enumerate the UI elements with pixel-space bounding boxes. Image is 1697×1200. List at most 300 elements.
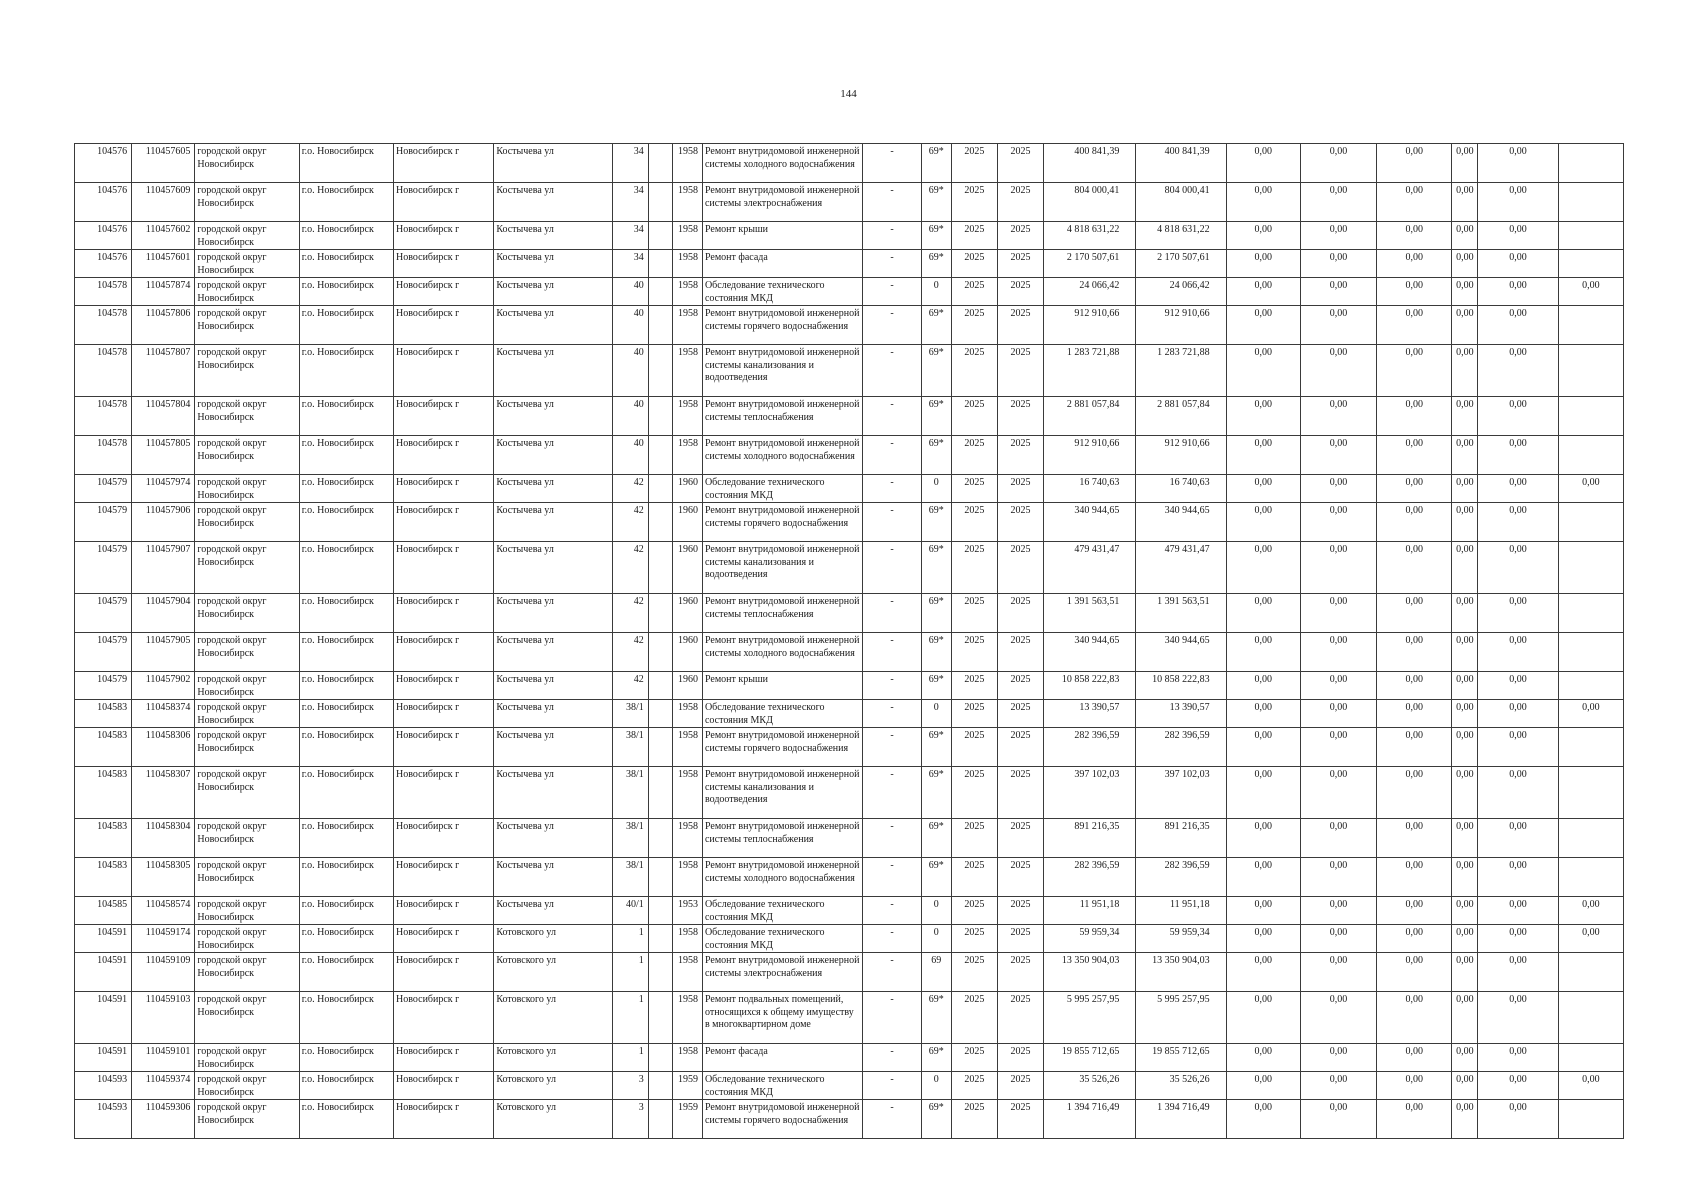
empty-cell: [648, 306, 672, 345]
start-year-cell: 2025: [951, 436, 997, 475]
municipality-cell: городской округ Новосибирск: [195, 728, 299, 767]
locality-cell: Новосибирск г: [394, 594, 494, 633]
municipality-cell: городской округ Новосибирск: [195, 897, 299, 925]
district-cell: г.о. Новосибирск: [299, 278, 393, 306]
subsidy-cell: 0,00: [1452, 436, 1478, 475]
start-year-cell: 2025: [951, 819, 997, 858]
subsidy-cell: 0,00: [1300, 594, 1376, 633]
house-id-cell: 104576: [75, 183, 132, 222]
table-row: [75, 542, 1624, 594]
fund-cost-cell: 400 841,39: [1136, 144, 1226, 183]
subsidy-cell: 0,00: [1377, 819, 1452, 858]
subsidy-cell: 0,00: [1377, 436, 1452, 475]
locality-cell: Новосибирск г: [394, 728, 494, 767]
page-number: 144: [840, 88, 857, 100]
street-cell: Котовского ул: [494, 925, 612, 953]
subsidy-cell: 0,00: [1226, 345, 1300, 397]
house-id-cell: 104576: [75, 250, 132, 278]
extra-cell: [1558, 672, 1623, 700]
subsidy-cell: 0,00: [1226, 700, 1300, 728]
work-id-cell: 110457804: [132, 397, 195, 436]
wear-cell: 69*: [921, 436, 951, 475]
subsidy-cell: 0,00: [1478, 222, 1558, 250]
house-id-cell: 104593: [75, 1100, 132, 1139]
dash-cell: -: [863, 250, 921, 278]
total-cost-cell: 282 396,59: [1044, 728, 1136, 767]
subsidy-cell: 0,00: [1452, 819, 1478, 858]
total-cost-cell: 4 818 631,22: [1044, 222, 1136, 250]
subsidy-cell: 0,00: [1452, 1072, 1478, 1100]
subsidy-cell: 0,00: [1377, 672, 1452, 700]
year-built-cell: 1959: [672, 1100, 702, 1139]
district-cell: г.о. Новосибирск: [299, 925, 393, 953]
dash-cell: -: [863, 672, 921, 700]
subsidy-cell: 0,00: [1377, 1100, 1452, 1139]
subsidy-cell: 0,00: [1452, 1100, 1478, 1139]
wear-cell: 69*: [921, 306, 951, 345]
subsidy-cell: 0,00: [1377, 1044, 1452, 1072]
municipality-cell: городской округ Новосибирск: [195, 397, 299, 436]
subsidy-cell: 0,00: [1377, 183, 1452, 222]
municipality-cell: городской округ Новосибирск: [195, 858, 299, 897]
locality-cell: Новосибирск г: [394, 183, 494, 222]
district-cell: г.о. Новосибирск: [299, 436, 393, 475]
total-cost-cell: 5 995 257,95: [1044, 992, 1136, 1044]
total-cost-cell: 340 944,65: [1044, 633, 1136, 672]
house-id-cell: 104578: [75, 397, 132, 436]
house-number-cell: 40: [612, 345, 648, 397]
house-number-cell: 42: [612, 594, 648, 633]
dash-cell: -: [863, 306, 921, 345]
extra-cell: [1558, 767, 1623, 819]
district-cell: г.о. Новосибирск: [299, 475, 393, 503]
subsidy-cell: 0,00: [1300, 475, 1376, 503]
subsidy-cell: 0,00: [1377, 144, 1452, 183]
empty-cell: [648, 1072, 672, 1100]
work-type-cell: Ремонт крыши: [702, 672, 863, 700]
subsidy-cell: 0,00: [1452, 503, 1478, 542]
subsidy-cell: 0,00: [1452, 700, 1478, 728]
street-cell: Костычева ул: [494, 767, 612, 819]
street-cell: Костычева ул: [494, 542, 612, 594]
wear-cell: 69*: [921, 397, 951, 436]
subsidy-cell: 0,00: [1452, 925, 1478, 953]
municipality-cell: городской округ Новосибирск: [195, 633, 299, 672]
end-year-cell: 2025: [997, 953, 1043, 992]
municipality-cell: городской округ Новосибирск: [195, 953, 299, 992]
end-year-cell: 2025: [997, 672, 1043, 700]
total-cost-cell: 1 391 563,51: [1044, 594, 1136, 633]
locality-cell: Новосибирск г: [394, 278, 494, 306]
house-id-cell: 104578: [75, 345, 132, 397]
subsidy-cell: 0,00: [1300, 250, 1376, 278]
end-year-cell: 2025: [997, 306, 1043, 345]
work-type-cell: Ремонт внутридомовой инженерной системы канализования и водоотведения: [702, 767, 863, 819]
end-year-cell: 2025: [997, 436, 1043, 475]
dash-cell: -: [863, 897, 921, 925]
extra-cell: [1558, 633, 1623, 672]
extra-cell: 0,00: [1558, 925, 1623, 953]
extra-cell: [1558, 144, 1623, 183]
work-id-cell: 110459306: [132, 1100, 195, 1139]
end-year-cell: 2025: [997, 819, 1043, 858]
work-id-cell: 110458307: [132, 767, 195, 819]
table-row: [75, 183, 1624, 222]
street-cell: Костычева ул: [494, 222, 612, 250]
subsidy-cell: 0,00: [1226, 858, 1300, 897]
house-id-cell: 104591: [75, 953, 132, 992]
extra-cell: 0,00: [1558, 897, 1623, 925]
work-id-cell: 110457601: [132, 250, 195, 278]
subsidy-cell: 0,00: [1377, 278, 1452, 306]
work-type-cell: Ремонт внутридомовой инженерной системы горячего водоснабжения: [702, 728, 863, 767]
subsidy-cell: 0,00: [1478, 953, 1558, 992]
street-cell: Костычева ул: [494, 819, 612, 858]
house-id-cell: 104576: [75, 144, 132, 183]
total-cost-cell: 282 396,59: [1044, 858, 1136, 897]
work-id-cell: 110459103: [132, 992, 195, 1044]
municipality-cell: городской округ Новосибирск: [195, 1100, 299, 1139]
table-row: [75, 819, 1624, 858]
year-built-cell: 1958: [672, 306, 702, 345]
year-built-cell: 1958: [672, 700, 702, 728]
subsidy-cell: 0,00: [1377, 475, 1452, 503]
house-number-cell: 40/1: [612, 897, 648, 925]
extra-cell: [1558, 183, 1623, 222]
year-built-cell: 1960: [672, 633, 702, 672]
total-cost-cell: 1 394 716,49: [1044, 1100, 1136, 1139]
dash-cell: -: [863, 183, 921, 222]
subsidy-cell: 0,00: [1452, 250, 1478, 278]
end-year-cell: 2025: [997, 345, 1043, 397]
subsidy-cell: 0,00: [1300, 183, 1376, 222]
subsidy-cell: 0,00: [1452, 672, 1478, 700]
subsidy-cell: 0,00: [1300, 897, 1376, 925]
end-year-cell: 2025: [997, 1044, 1043, 1072]
year-built-cell: 1960: [672, 475, 702, 503]
municipality-cell: городской округ Новосибирск: [195, 672, 299, 700]
table-row: [75, 992, 1624, 1044]
dash-cell: -: [863, 397, 921, 436]
empty-cell: [648, 728, 672, 767]
fund-cost-cell: 35 526,26: [1136, 1072, 1226, 1100]
house-number-cell: 1: [612, 1044, 648, 1072]
subsidy-cell: 0,00: [1226, 728, 1300, 767]
year-built-cell: 1958: [672, 278, 702, 306]
end-year-cell: 2025: [997, 1100, 1043, 1139]
subsidy-cell: 0,00: [1452, 345, 1478, 397]
total-cost-cell: 340 944,65: [1044, 503, 1136, 542]
subsidy-cell: 0,00: [1226, 897, 1300, 925]
start-year-cell: 2025: [951, 700, 997, 728]
district-cell: г.о. Новосибирск: [299, 992, 393, 1044]
dash-cell: -: [863, 925, 921, 953]
work-type-cell: Ремонт внутридомовой инженерной системы теплоснабжения: [702, 594, 863, 633]
total-cost-cell: 804 000,41: [1044, 183, 1136, 222]
dash-cell: -: [863, 767, 921, 819]
subsidy-cell: 0,00: [1226, 222, 1300, 250]
subsidy-cell: 0,00: [1478, 858, 1558, 897]
house-number-cell: 42: [612, 475, 648, 503]
municipality-cell: городской округ Новосибирск: [195, 475, 299, 503]
work-id-cell: 110457806: [132, 306, 195, 345]
subsidy-cell: 0,00: [1226, 144, 1300, 183]
wear-cell: 69*: [921, 633, 951, 672]
district-cell: г.о. Новосибирск: [299, 767, 393, 819]
house-number-cell: 40: [612, 278, 648, 306]
start-year-cell: 2025: [951, 767, 997, 819]
subsidy-cell: 0,00: [1226, 953, 1300, 992]
street-cell: Котовского ул: [494, 1072, 612, 1100]
end-year-cell: 2025: [997, 222, 1043, 250]
work-type-cell: Ремонт внутридомовой инженерной системы холодного водоснабжения: [702, 858, 863, 897]
locality-cell: Новосибирск г: [394, 345, 494, 397]
dash-cell: -: [863, 728, 921, 767]
subsidy-cell: 0,00: [1478, 250, 1558, 278]
table-row: [75, 436, 1624, 475]
wear-cell: 69*: [921, 503, 951, 542]
empty-cell: [648, 594, 672, 633]
locality-cell: Новосибирск г: [394, 672, 494, 700]
district-cell: г.о. Новосибирск: [299, 858, 393, 897]
locality-cell: Новосибирск г: [394, 925, 494, 953]
empty-cell: [648, 144, 672, 183]
table-row: [75, 278, 1624, 306]
street-cell: Костычева ул: [494, 672, 612, 700]
subsidy-cell: 0,00: [1452, 278, 1478, 306]
subsidy-cell: 0,00: [1300, 953, 1376, 992]
table-row: [75, 767, 1624, 819]
subsidy-cell: 0,00: [1377, 953, 1452, 992]
locality-cell: Новосибирск г: [394, 897, 494, 925]
start-year-cell: 2025: [951, 542, 997, 594]
house-id-cell: 104579: [75, 475, 132, 503]
work-id-cell: 110458374: [132, 700, 195, 728]
table-row: [75, 1100, 1624, 1139]
start-year-cell: 2025: [951, 633, 997, 672]
work-id-cell: 110457907: [132, 542, 195, 594]
end-year-cell: 2025: [997, 1072, 1043, 1100]
subsidy-cell: 0,00: [1377, 897, 1452, 925]
extra-cell: [1558, 858, 1623, 897]
dash-cell: -: [863, 594, 921, 633]
locality-cell: Новосибирск г: [394, 542, 494, 594]
house-number-cell: 34: [612, 250, 648, 278]
total-cost-cell: 479 431,47: [1044, 542, 1136, 594]
start-year-cell: 2025: [951, 1100, 997, 1139]
year-built-cell: 1953: [672, 897, 702, 925]
subsidy-cell: 0,00: [1452, 858, 1478, 897]
subsidy-cell: 0,00: [1226, 819, 1300, 858]
subsidy-cell: 0,00: [1377, 222, 1452, 250]
work-id-cell: 110457904: [132, 594, 195, 633]
empty-cell: [648, 1044, 672, 1072]
wear-cell: 69*: [921, 858, 951, 897]
extra-cell: [1558, 397, 1623, 436]
dash-cell: -: [863, 436, 921, 475]
locality-cell: Новосибирск г: [394, 250, 494, 278]
empty-cell: [648, 953, 672, 992]
street-cell: Костычева ул: [494, 278, 612, 306]
table-row: [75, 1044, 1624, 1072]
work-id-cell: 110459374: [132, 1072, 195, 1100]
subsidy-cell: 0,00: [1478, 475, 1558, 503]
empty-cell: [648, 925, 672, 953]
subsidy-cell: 0,00: [1478, 397, 1558, 436]
locality-cell: Новосибирск г: [394, 1072, 494, 1100]
locality-cell: Новосибирск г: [394, 700, 494, 728]
street-cell: Костычева ул: [494, 728, 612, 767]
house-id-cell: 104591: [75, 992, 132, 1044]
municipality-cell: городской округ Новосибирск: [195, 436, 299, 475]
house-number-cell: 34: [612, 222, 648, 250]
empty-cell: [648, 858, 672, 897]
extra-cell: [1558, 1100, 1623, 1139]
subsidy-cell: 0,00: [1452, 475, 1478, 503]
municipality-cell: городской округ Новосибирск: [195, 222, 299, 250]
subsidy-cell: 0,00: [1478, 1100, 1558, 1139]
subsidy-cell: 0,00: [1452, 1044, 1478, 1072]
street-cell: Костычева ул: [494, 144, 612, 183]
fund-cost-cell: 282 396,59: [1136, 858, 1226, 897]
empty-cell: [648, 503, 672, 542]
wear-cell: 69*: [921, 594, 951, 633]
subsidy-cell: 0,00: [1377, 992, 1452, 1044]
subsidy-cell: 0,00: [1478, 436, 1558, 475]
street-cell: Котовского ул: [494, 953, 612, 992]
house-number-cell: 34: [612, 144, 648, 183]
year-built-cell: 1958: [672, 728, 702, 767]
year-built-cell: 1958: [672, 183, 702, 222]
work-id-cell: 110457905: [132, 633, 195, 672]
subsidy-cell: 0,00: [1226, 397, 1300, 436]
start-year-cell: 2025: [951, 1072, 997, 1100]
dash-cell: -: [863, 475, 921, 503]
dash-cell: -: [863, 542, 921, 594]
subsidy-cell: 0,00: [1452, 397, 1478, 436]
locality-cell: Новосибирск г: [394, 436, 494, 475]
municipality-cell: городской округ Новосибирск: [195, 345, 299, 397]
wear-cell: 0: [921, 897, 951, 925]
wear-cell: 69*: [921, 992, 951, 1044]
work-type-cell: Обследование технического состояния МКД: [702, 278, 863, 306]
year-built-cell: 1960: [672, 594, 702, 633]
subsidy-cell: 0,00: [1478, 503, 1558, 542]
subsidy-cell: 0,00: [1226, 542, 1300, 594]
start-year-cell: 2025: [951, 475, 997, 503]
total-cost-cell: 912 910,66: [1044, 436, 1136, 475]
work-id-cell: 110457609: [132, 183, 195, 222]
subsidy-cell: 0,00: [1452, 542, 1478, 594]
end-year-cell: 2025: [997, 700, 1043, 728]
end-year-cell: 2025: [997, 897, 1043, 925]
subsidy-cell: 0,00: [1300, 728, 1376, 767]
total-cost-cell: 397 102,03: [1044, 767, 1136, 819]
total-cost-cell: 11 951,18: [1044, 897, 1136, 925]
house-number-cell: 38/1: [612, 858, 648, 897]
locality-cell: Новосибирск г: [394, 1044, 494, 1072]
subsidy-cell: 0,00: [1478, 700, 1558, 728]
start-year-cell: 2025: [951, 144, 997, 183]
work-type-cell: Обследование технического состояния МКД: [702, 475, 863, 503]
work-id-cell: 110457974: [132, 475, 195, 503]
empty-cell: [648, 633, 672, 672]
fund-cost-cell: 912 910,66: [1136, 436, 1226, 475]
extra-cell: [1558, 222, 1623, 250]
house-number-cell: 40: [612, 436, 648, 475]
capital-repair-table: [74, 143, 1624, 1139]
start-year-cell: 2025: [951, 503, 997, 542]
municipality-cell: городской округ Новосибирск: [195, 503, 299, 542]
district-cell: г.о. Новосибирск: [299, 183, 393, 222]
fund-cost-cell: 282 396,59: [1136, 728, 1226, 767]
year-built-cell: 1958: [672, 1044, 702, 1072]
fund-cost-cell: 59 959,34: [1136, 925, 1226, 953]
total-cost-cell: 24 066,42: [1044, 278, 1136, 306]
work-id-cell: 110459174: [132, 925, 195, 953]
empty-cell: [648, 542, 672, 594]
subsidy-cell: 0,00: [1226, 767, 1300, 819]
start-year-cell: 2025: [951, 992, 997, 1044]
subsidy-cell: 0,00: [1300, 633, 1376, 672]
fund-cost-cell: 2 881 057,84: [1136, 397, 1226, 436]
district-cell: г.о. Новосибирск: [299, 250, 393, 278]
house-number-cell: 3: [612, 1072, 648, 1100]
subsidy-cell: 0,00: [1478, 306, 1558, 345]
wear-cell: 69*: [921, 1044, 951, 1072]
house-id-cell: 104579: [75, 503, 132, 542]
subsidy-cell: 0,00: [1478, 278, 1558, 306]
start-year-cell: 2025: [951, 345, 997, 397]
subsidy-cell: 0,00: [1452, 728, 1478, 767]
subsidy-cell: 0,00: [1452, 144, 1478, 183]
subsidy-cell: 0,00: [1377, 728, 1452, 767]
house-id-cell: 104591: [75, 1044, 132, 1072]
year-built-cell: 1960: [672, 503, 702, 542]
house-number-cell: 38/1: [612, 819, 648, 858]
fund-cost-cell: 13 350 904,03: [1136, 953, 1226, 992]
work-id-cell: 110458305: [132, 858, 195, 897]
dash-cell: -: [863, 222, 921, 250]
wear-cell: 0: [921, 278, 951, 306]
extra-cell: 0,00: [1558, 1072, 1623, 1100]
work-type-cell: Ремонт внутридомовой инженерной системы горячего водоснабжения: [702, 306, 863, 345]
end-year-cell: 2025: [997, 250, 1043, 278]
empty-cell: [648, 278, 672, 306]
street-cell: Костычева ул: [494, 503, 612, 542]
subsidy-cell: 0,00: [1452, 594, 1478, 633]
locality-cell: Новосибирск г: [394, 222, 494, 250]
subsidy-cell: 0,00: [1452, 767, 1478, 819]
subsidy-cell: 0,00: [1300, 144, 1376, 183]
wear-cell: 0: [921, 700, 951, 728]
street-cell: Костычева ул: [494, 700, 612, 728]
street-cell: Котовского ул: [494, 992, 612, 1044]
table-row: [75, 925, 1624, 953]
house-number-cell: 40: [612, 397, 648, 436]
dash-cell: -: [863, 345, 921, 397]
locality-cell: Новосибирск г: [394, 767, 494, 819]
house-number-cell: 38/1: [612, 728, 648, 767]
subsidy-cell: 0,00: [1377, 250, 1452, 278]
total-cost-cell: 16 740,63: [1044, 475, 1136, 503]
dash-cell: -: [863, 819, 921, 858]
work-id-cell: 110457906: [132, 503, 195, 542]
subsidy-cell: 0,00: [1377, 503, 1452, 542]
extra-cell: [1558, 992, 1623, 1044]
wear-cell: 69*: [921, 767, 951, 819]
subsidy-cell: 0,00: [1478, 183, 1558, 222]
